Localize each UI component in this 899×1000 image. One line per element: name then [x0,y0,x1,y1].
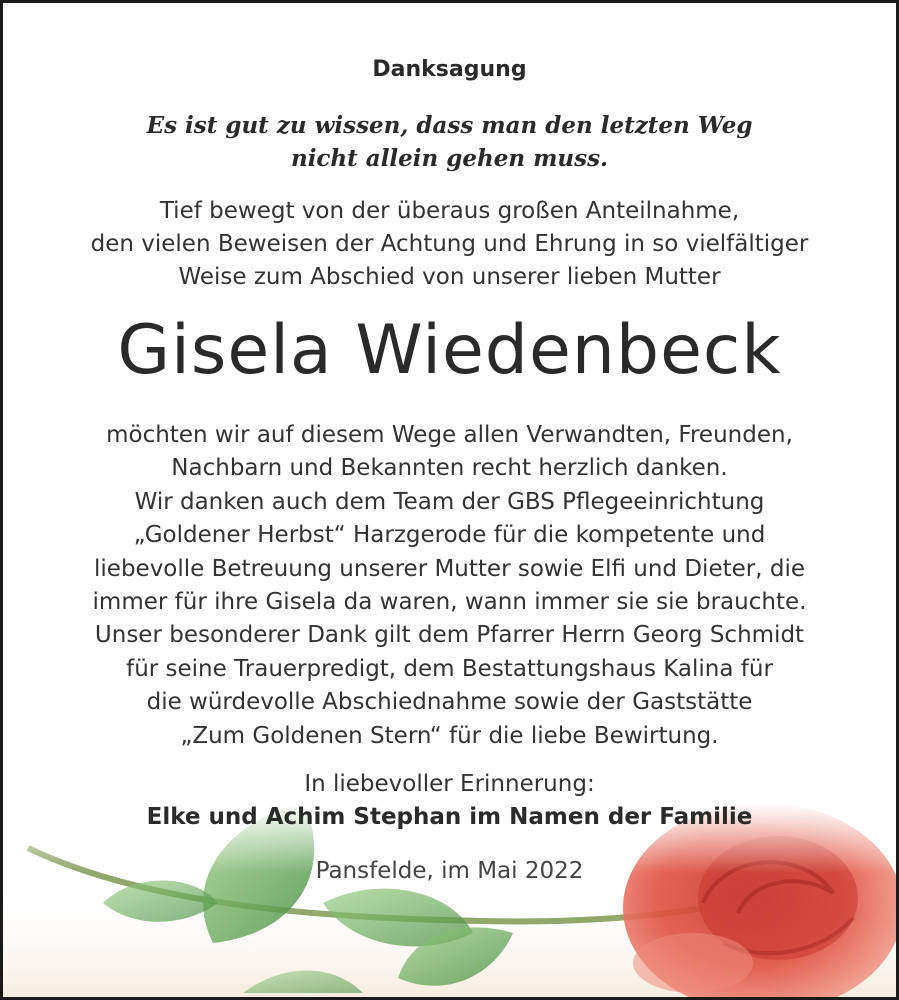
deceased-name: Gisela Wiedenbeck [117,311,782,390]
body-line: „Zum Goldenen Stern“ für die liebe Bewirtung. [180,722,719,749]
intro-line: Tief bewegt von der überaus großen Anteilnahme, [159,198,740,224]
intro-line: Weise zum Abschied von unserer lieben Mutter [178,264,721,290]
body-line: Unser besonderer Dank gilt dem Pfarrer Herrn Georg Schmidt [94,622,805,649]
body-line: Wir danken auch dem Team der GBS Pflegeeinrichtung [134,488,765,515]
body-line: „Goldener Herbst“ Harzgerode für die kompetente und [133,522,766,549]
intro-line: den vielen Beweisen der Achtung und Ehrung in so vielfältiger [90,231,809,257]
quote-line: nicht allein gehen muss. [290,145,609,172]
place-and-date: Pansfelde, im Mai 2022 [315,858,584,884]
body-line: möchten wir auf diesem Wege allen Verwandten, Freunden, [106,422,793,448]
quote-line: Es ist gut zu wissen, dass man den letzten Weg [146,112,753,139]
signers-line: Elke und Achim Stephan im Namen der Familie [146,804,753,830]
thanks-body-text [3,419,896,753]
notice-heading: Danksagung [372,57,527,82]
body-line: liebevolle Betreuung unserer Mutter sowie Elfi und Dieter, die [94,555,805,582]
body-line: immer für ihre Gisela da waren, wann immer sie sie brauchte. [92,589,807,616]
body-line: Nachbarn und Bekannten recht herzlich danken. [171,455,728,482]
memorial-quote [3,109,896,175]
intro-text [3,195,896,294]
body-line: die würdevolle Abschiednahme sowie der Gaststätte [146,689,753,716]
memory-line: In liebevoller Erinnerung: [304,771,595,797]
body-line: für seine Trauerpredigt, dem Bestattungshaus Kalina für [126,655,773,682]
